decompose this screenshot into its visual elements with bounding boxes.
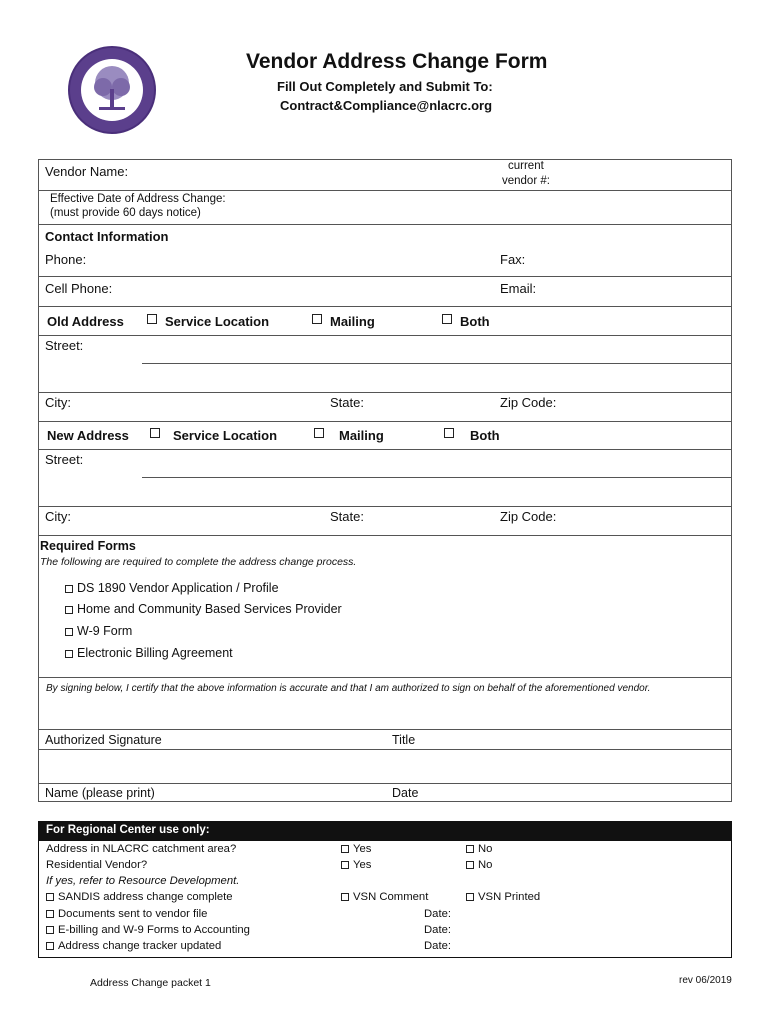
checkbox-icon [65,606,73,614]
checkbox-icon [65,650,73,658]
residential-no[interactable]: No [466,859,492,871]
required-form-item[interactable]: DS 1890 Vendor Application / Profile [65,581,279,595]
current-vendor-label-1: current [508,160,544,172]
phone-label: Phone: [45,252,87,267]
ebilling-date-label: Date: [424,924,452,936]
docs-sent-date-label: Date: [424,908,452,920]
cell-phone-field[interactable] [115,279,493,303]
new-state-label: State: [330,509,364,524]
footer-revision: rev 06/2019 [679,975,732,986]
checkbox-icon [65,628,73,636]
certification-statement: By signing below, I certify that the above information is accurate and that I am authorized to sign on behalf of the aforementioned vendor. [46,683,651,694]
checkbox-icon [46,893,54,901]
submit-email: Contract&Compliance@nlacrc.org [280,98,493,113]
regional-center-box [38,821,732,958]
checkbox-icon [341,893,349,901]
old-mailing-label: Mailing [330,314,375,329]
new-service-location-checkbox[interactable] [150,428,160,438]
name-print-field[interactable] [40,751,730,781]
new-both-label: Both [470,428,500,443]
vendor-name-field[interactable] [140,162,490,188]
new-mailing-checkbox[interactable] [314,428,324,438]
effective-date-label: Effective Date of Address Change: [50,193,226,205]
tree-icon [81,59,143,121]
fax-label: Fax: [500,252,526,267]
catchment-yes[interactable]: Yes [341,843,371,855]
new-zip-field[interactable] [560,508,728,533]
old-city-label: City: [45,395,71,410]
submit-instructions: Fill Out Completely and Submit To: [277,79,493,94]
date-label: Date [392,786,419,800]
checkbox-icon [46,942,54,950]
old-state-field[interactable] [370,394,490,419]
vsn-comment-item[interactable]: VSN Comment [341,891,428,903]
checkbox-icon [65,585,73,593]
effective-date-note: (must provide 60 days notice) [50,207,201,219]
fax-field[interactable] [530,250,728,274]
old-city-field[interactable] [80,394,320,419]
title-label: Title [392,733,416,747]
new-city-label: City: [45,509,71,524]
old-street-field[interactable] [142,337,728,390]
new-state-field[interactable] [370,508,490,533]
new-address-heading: New Address [47,428,129,443]
phone-field[interactable] [92,250,492,274]
old-street-label: Street: [45,338,84,353]
catchment-no[interactable]: No [466,843,492,855]
tracker-item[interactable]: Address change tracker updated [46,940,221,952]
sandis-item[interactable]: SANDIS address change complete [46,891,233,903]
nlacrc-logo [68,46,156,134]
checkbox-icon [466,845,474,853]
signature-label: Authorized Signature [45,733,162,747]
old-address-heading: Old Address [47,314,124,329]
vendor-name-label: Vendor Name: [45,164,129,179]
checkbox-icon [341,845,349,853]
checkbox-icon [466,861,474,869]
new-zip-label: Zip Code: [500,509,557,524]
new-street-label: Street: [45,452,84,467]
contact-heading: Contact Information [45,229,169,244]
old-service-location-label: Service Location [165,314,270,329]
cell-phone-label: Cell Phone: [45,281,113,296]
old-zip-field[interactable] [560,394,728,419]
refer-note: If yes, refer to Resource Development. [46,875,240,887]
new-service-location-label: Service Location [173,428,278,443]
new-street-field[interactable] [142,451,728,504]
regional-center-header: For Regional Center use only: [38,821,732,841]
required-form-item[interactable]: Electronic Billing Agreement [65,646,233,660]
checkbox-icon [466,893,474,901]
effective-date-field[interactable] [240,192,728,222]
required-form-item[interactable]: W-9 Form [65,624,132,638]
docs-sent-item[interactable]: Documents sent to vendor file [46,908,207,920]
new-city-field[interactable] [80,508,320,533]
new-both-checkbox[interactable] [444,428,454,438]
ebilling-item[interactable]: E-billing and W-9 Forms to Accounting [46,924,250,936]
old-mailing-checkbox[interactable] [312,314,322,324]
residential-question: Residential Vendor? [46,859,148,871]
old-both-label: Both [460,314,490,329]
signature-field[interactable] [40,698,730,728]
old-service-location-checkbox[interactable] [147,314,157,324]
old-state-label: State: [330,395,364,410]
email-field[interactable] [542,279,728,303]
page-title: Vendor Address Change Form [246,50,548,73]
required-form-item[interactable]: Home and Community Based Services Provider [65,602,342,616]
required-forms-note: The following are required to complete the address change process. [40,556,357,568]
old-zip-label: Zip Code: [500,395,557,410]
residential-yes[interactable]: Yes [341,859,371,871]
checkbox-icon [46,910,54,918]
checkbox-icon [46,926,54,934]
footer-packet: Address Change packet 1 [90,977,211,989]
checkbox-icon [341,861,349,869]
old-both-checkbox[interactable] [442,314,452,324]
name-print-label: Name (please print) [45,786,155,800]
current-vendor-label-2: vendor #: [502,175,550,187]
email-label: Email: [500,281,537,296]
catchment-question: Address in NLACRC catchment area? [46,843,237,855]
new-mailing-label: Mailing [339,428,384,443]
tracker-date-label: Date: [424,940,452,952]
required-forms-heading: Required Forms [40,539,136,553]
current-vendor-field[interactable] [556,162,726,188]
vsn-printed-item[interactable]: VSN Printed [466,891,540,903]
